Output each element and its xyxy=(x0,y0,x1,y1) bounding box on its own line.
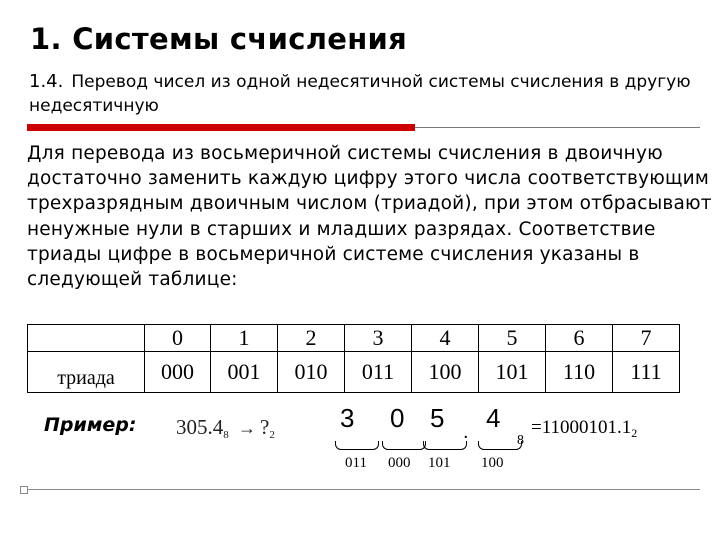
table-cell-triad: 001 xyxy=(211,352,278,393)
table-cell-digit: 6 xyxy=(546,325,613,352)
example-to-base: 2 xyxy=(269,429,275,441)
conv-digit: 4 xyxy=(486,403,501,433)
table-cell-digit: 1 xyxy=(211,325,278,352)
table-row-label: триада xyxy=(28,352,145,393)
slide-title: 1. Системы счисления xyxy=(30,22,408,56)
accent-bar xyxy=(27,124,415,131)
table-corner-cell xyxy=(28,325,145,352)
example-target: ? xyxy=(260,415,270,439)
table-cell-digit: 0 xyxy=(145,325,211,352)
octal-triad-table xyxy=(27,324,680,393)
square-marker-icon xyxy=(20,486,28,494)
result-value: 11000101.1 xyxy=(541,417,632,438)
brace-icon xyxy=(335,441,379,450)
table-cell-triad: 000 xyxy=(145,352,211,393)
conversion-diagram xyxy=(335,403,687,479)
table-row-triads xyxy=(28,352,680,393)
conv-digit: 5 xyxy=(430,403,445,433)
table-cell-digit: 2 xyxy=(278,325,345,352)
subtitle-number: 1.4. xyxy=(29,71,64,92)
conv-triad: 100 xyxy=(481,455,504,471)
example-number: 305.4 xyxy=(176,415,224,439)
table-cell-digit: 5 xyxy=(479,325,546,352)
table-cell-digit: 3 xyxy=(345,325,412,352)
example-label: Пример: xyxy=(44,414,137,436)
slide-subtitle xyxy=(29,70,709,118)
table-cell-triad: 010 xyxy=(278,352,345,393)
result-base: 2 xyxy=(631,426,638,440)
arrow-icon: → xyxy=(238,418,256,438)
conv-base: 8 xyxy=(517,433,524,448)
conv-result xyxy=(531,417,637,441)
brace-icon xyxy=(382,441,426,450)
conv-triad: 011 xyxy=(345,455,367,471)
brace-icon xyxy=(478,441,522,450)
table-cell-digit: 7 xyxy=(613,325,680,352)
subtitle-text: Перевод чисел из одной недесятичной системы счисления в другую недесятичную xyxy=(29,72,691,116)
bottom-divider xyxy=(27,489,700,490)
example-from-base: 8 xyxy=(223,429,229,441)
table-cell-triad: 100 xyxy=(412,352,479,393)
table-cell-digit: 4 xyxy=(412,325,479,352)
table-row-digits xyxy=(28,325,680,352)
conv-triad: 101 xyxy=(428,455,451,471)
conv-digit: 3 xyxy=(340,403,355,433)
table-cell-triad: 111 xyxy=(613,352,680,393)
conv-digit: 0 xyxy=(390,403,405,433)
brace-icon xyxy=(423,441,467,450)
conv-triad: 000 xyxy=(388,455,411,471)
table-cell-triad: 110 xyxy=(546,352,613,393)
body-paragraph: Для перевода из восьмеричной системы счисления в двоичную достаточно заменить каждую цифру этого числа соответствующим трехразрядным двоичным числом (триадой), при этом отбрасывают ненужные нули в старших и младших разрядах. Соответствие триады цифре в восьмеричной системе счисления указаны в следующей таблице: xyxy=(27,143,712,291)
result-prefix: = xyxy=(531,417,542,438)
table-cell-triad: 101 xyxy=(479,352,546,393)
table-cell-triad: 011 xyxy=(345,352,412,393)
example-formula xyxy=(176,415,275,441)
conv-point: . xyxy=(463,421,469,443)
